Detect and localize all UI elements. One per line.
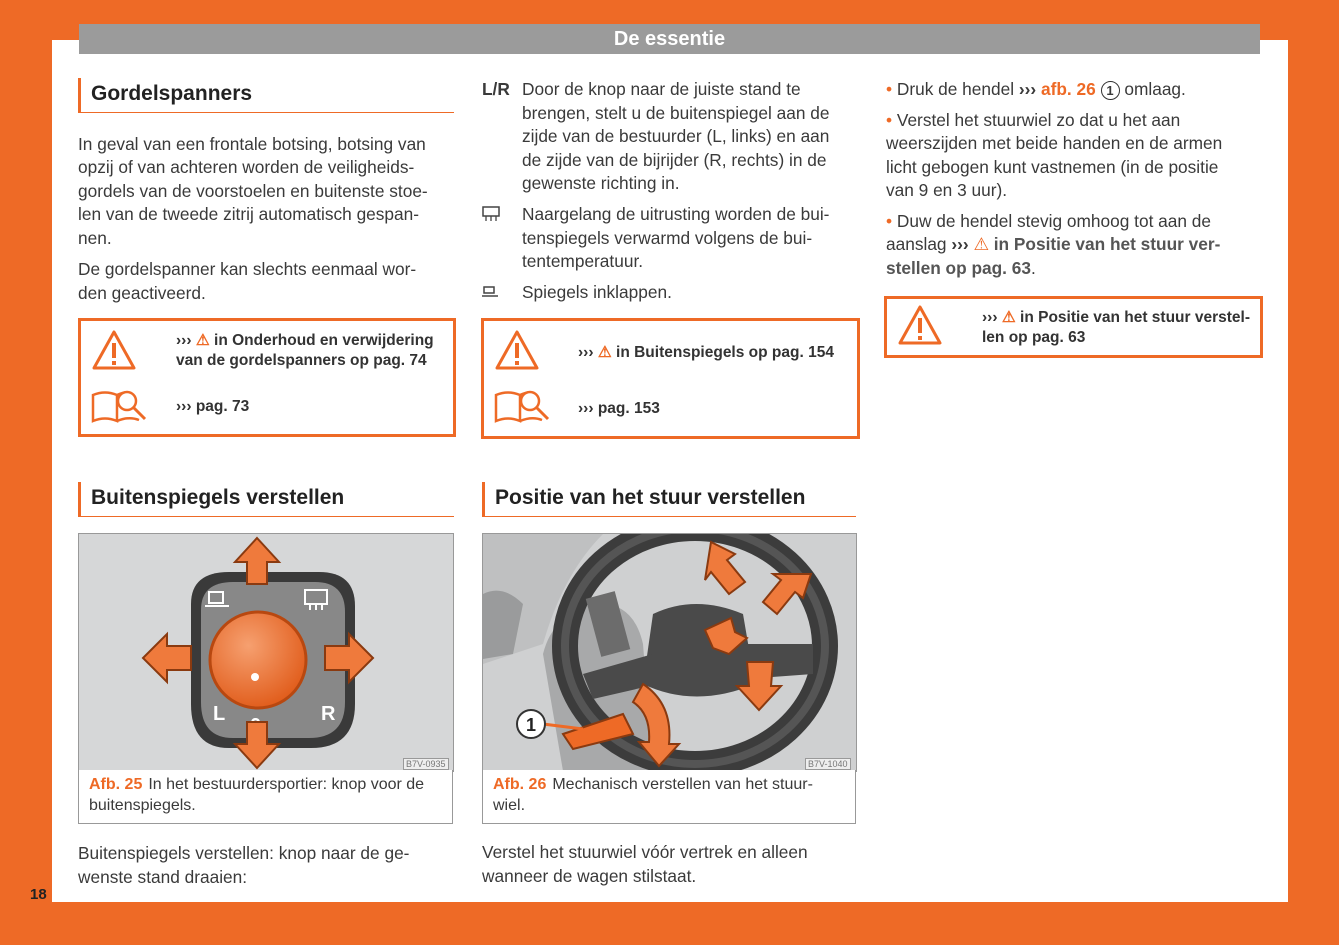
- text-line: .: [1031, 257, 1036, 278]
- bullet-dot: •: [886, 109, 893, 130]
- steering-wheel-illustration: [483, 534, 856, 771]
- bullet-dot: •: [886, 79, 893, 99]
- figure-label: Afb. 25: [89, 776, 143, 793]
- text-line: licht gebogen kunt vastnemen (in de positie: [886, 156, 1219, 177]
- caption-line2: wiel.: [493, 797, 526, 814]
- text-line: nen.: [78, 227, 112, 248]
- bullet-text: omlaag.: [1124, 79, 1186, 99]
- mirror-heating-icon: [482, 206, 500, 222]
- text-line: In geval van een frontale botsing, botsing van: [78, 133, 426, 154]
- arrows-icon: ›››: [578, 344, 594, 361]
- lr-label: L/R: [482, 79, 510, 99]
- section-buitenspiegels: [78, 482, 454, 517]
- arrows-icon: ›››: [1018, 79, 1037, 99]
- text-line: Naargelang de uitrusting worden de bui-: [522, 204, 830, 224]
- arrows-icon: ›››: [951, 234, 969, 254]
- column-1: [78, 78, 454, 305]
- arrows-icon: ›››: [982, 309, 998, 326]
- figure-mirror-knob: [78, 533, 454, 772]
- text-line: Verstel het stuurwiel zo dat u het aan: [896, 109, 1181, 130]
- section-title-stuur: Positie van het stuur verstellen: [482, 482, 856, 517]
- text-line: brengen, stelt u de buitenspiegel aan de: [522, 102, 830, 123]
- figure-label: Afb. 26: [493, 776, 547, 793]
- section-title-buitenspiegels: Buitenspiegels verstellen: [78, 482, 454, 517]
- warning-reference-text[interactable]: [176, 331, 446, 371]
- buitenspiegels-instruction: [78, 842, 454, 889]
- warning-reference-text[interactable]: [578, 343, 834, 363]
- book-reference-text[interactable]: [176, 397, 249, 417]
- figure-callout-1: 1: [526, 715, 537, 735]
- warning-ref-line2: van de gordelspanners op pag. 74: [176, 352, 427, 369]
- book-search-icon: [89, 385, 151, 425]
- gordelspanners-paragraph-1: [78, 133, 454, 251]
- small-warning-icon: ⚠: [973, 234, 989, 254]
- text-line: gewenste richting in.: [522, 173, 680, 193]
- text-line: De gordelspanner kan slechts eenmaal wor-: [78, 259, 417, 279]
- text-line: wanneer de wagen stilstaat.: [482, 865, 697, 886]
- text-line: van 9 en 3 uur).: [886, 180, 1008, 200]
- fold-description: Spiegels inklappen.: [522, 282, 672, 302]
- text-line: tenspiegels verwarmd volgens de bui-: [522, 227, 813, 248]
- arrows-icon: ›››: [176, 398, 192, 415]
- book-search-icon: [492, 385, 554, 425]
- book-ref-page: pag. 73: [195, 398, 250, 415]
- warning-ref-line1: in Onderhoud en verwijdering: [214, 332, 434, 349]
- callout-number-icon: 1: [1101, 81, 1120, 100]
- caption-line1: Mechanisch verstellen van het stuur-: [552, 776, 813, 793]
- warning-ref-text: in Buitenspiegels op pag. 154: [616, 344, 834, 361]
- reference-box-buitenspiegels: [481, 318, 860, 439]
- text-line: Door de knop naar de juiste stand te: [522, 79, 801, 99]
- text-line: de zijde van de bijrijder (R, rechts) in de: [522, 149, 827, 170]
- text-line: Duw de hendel stevig omhoog tot aan de: [896, 210, 1212, 231]
- caption-line2: buitenspiegels.: [89, 797, 196, 814]
- mirror-fold-icon: [482, 285, 500, 299]
- gordelspanners-paragraph-2: [78, 258, 454, 305]
- warning-ref-line2: len op pag. 63: [982, 329, 1086, 346]
- bullet-2: [886, 109, 1261, 203]
- warning-ref-line1: in Positie van het stuur verstel-: [1020, 309, 1251, 326]
- arrows-icon: ›››: [176, 332, 192, 349]
- text-line: wenste stand draaien:: [78, 866, 248, 887]
- figure-caption-26: [482, 770, 856, 824]
- column-3: [886, 78, 1261, 280]
- warning-icon: [897, 304, 943, 346]
- small-warning-icon: ⚠: [1001, 309, 1016, 326]
- figure-steering-wheel: [482, 533, 857, 772]
- knob-label-left: L: [213, 703, 226, 725]
- bullet-text: Druk de hendel: [896, 79, 1015, 99]
- text-line: Verstel het stuurwiel vóór vertrek en alleen: [482, 842, 808, 862]
- figure-caption-25: [78, 770, 453, 824]
- bullet-dot: •: [886, 210, 893, 231]
- stuur-instruction: [482, 841, 858, 888]
- caption-line1: In het bestuurdersportier: knop voor de: [148, 776, 425, 793]
- warning-link[interactable]: stellen op pag. 63: [886, 257, 1032, 278]
- arrows-icon: ›››: [578, 400, 594, 417]
- page-number: 18: [30, 886, 47, 903]
- small-warning-icon: ⚠: [597, 344, 612, 361]
- text-line: gordels van de voorstoelen en buitenste stoe-: [78, 180, 428, 201]
- section-stuur: [482, 482, 856, 517]
- knob-label-right: R: [321, 703, 336, 725]
- bullet-1: [886, 78, 1261, 102]
- warning-icon: [494, 329, 540, 371]
- small-warning-icon: ⚠: [195, 332, 210, 349]
- reference-box-gordelspanners: [78, 318, 456, 437]
- text-line: weerszijden met beide handen en de armen: [886, 133, 1223, 153]
- text-line: den geactiveerd.: [78, 282, 206, 303]
- figure-code: B7V-0935: [403, 758, 449, 770]
- text-line: opzij of van achteren worden de veiligheids-: [78, 157, 415, 177]
- text-line: aanslag: [886, 234, 947, 254]
- book-reference-text[interactable]: [578, 399, 660, 419]
- mirror-knob-illustration: [79, 534, 453, 771]
- page-header: De essentie: [79, 24, 1260, 54]
- reference-box-stuur: [884, 296, 1263, 358]
- lr-description: [522, 78, 862, 196]
- text-line: tentemperatuur.: [522, 251, 644, 271]
- warning-reference-text[interactable]: [982, 308, 1254, 348]
- book-ref-page: pag. 153: [597, 400, 660, 417]
- figure-code: B7V-1040: [805, 758, 851, 770]
- text-line: len van de tweede zitrij automatisch gespan-: [78, 204, 420, 224]
- warning-icon: [91, 329, 137, 371]
- text-line: Buitenspiegels verstellen: knop naar de ge-: [78, 843, 410, 863]
- heating-description: [522, 203, 862, 274]
- section-title-gordelspanners: Gordelspanners: [78, 78, 454, 113]
- warning-link[interactable]: in Positie van het stuur ver-: [993, 234, 1221, 254]
- text-line: zijde van de bestuurder (L, links) en aan: [522, 126, 830, 146]
- figure-link[interactable]: afb. 26: [1040, 79, 1096, 99]
- bullet-3: [886, 210, 1261, 281]
